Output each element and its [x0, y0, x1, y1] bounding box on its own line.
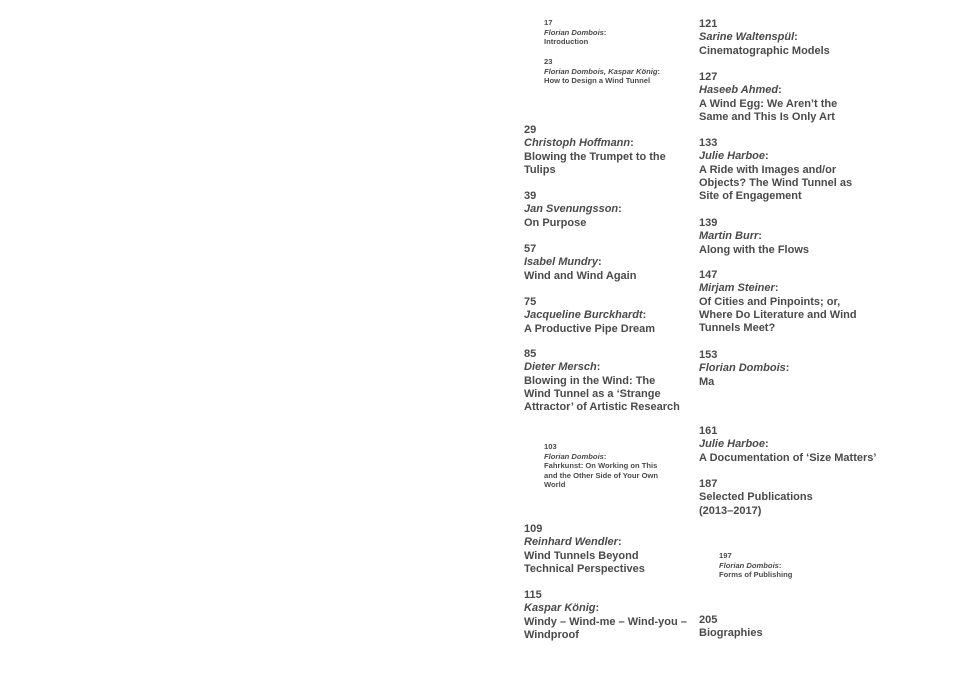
toc-entry: [699, 349, 879, 389]
entry-title: On Purpose: [524, 216, 587, 229]
entry-title: A Ride with Images and/or Objects? The Wind Tunnel as Site of Engagement: [699, 163, 853, 203]
page-number: 139: [699, 217, 718, 229]
entry-author: Jacqueline Burckhardt :: [524, 309, 684, 322]
entry-author: Dieter Mersch :: [524, 361, 684, 374]
entry-title: Windy – Wind-me – Wind-you – Windproof: [524, 615, 687, 641]
page-number: 187: [699, 478, 718, 490]
page-number: 127: [699, 71, 718, 83]
page-number: 133: [699, 137, 718, 149]
entry-title: Selected Publications (2013–2017): [699, 491, 813, 517]
entry-author: Julie Harboe :: [699, 150, 874, 163]
entry-title: Fahrkunst: On Working on This and the Other Side of Your Own World: [544, 461, 659, 490]
entry-title: Blowing the Trumpet to the Tulips: [524, 150, 666, 176]
page-number: 57: [524, 243, 537, 255]
toc-entry: [544, 57, 664, 86]
toc-entry: [699, 269, 874, 335]
page-number: 29: [524, 124, 537, 136]
entry-title: Wind Tunnels Beyond Technical Perspectives: [524, 549, 645, 575]
page-number: 147: [699, 269, 718, 281]
page-number: 161: [699, 425, 718, 437]
toc-entry: [524, 523, 690, 576]
toc-entry: [524, 589, 690, 642]
toc-entry: [524, 348, 684, 414]
entry-title: Blowing in the Wind: The Wind Tunnel as a ‘Strange Attractor’ of Artistic Research: [524, 374, 680, 414]
entry-title: A Productive Pipe Dream: [524, 322, 656, 335]
page-number: 153: [699, 349, 718, 361]
toc-entry: [699, 71, 869, 124]
page-number: 23: [544, 57, 553, 66]
toc-entry: [524, 296, 684, 336]
entry-author: Florian Dombois :: [699, 362, 879, 375]
entry-title: Biographies: [699, 627, 763, 640]
entry-author: Reinhard Wendler :: [524, 536, 690, 549]
entry-author: Julie Harboe :: [699, 438, 879, 451]
page-number: 109: [524, 523, 543, 535]
entry-author: Florian Dombois, Kaspar König :: [544, 67, 664, 77]
entry-author: Christoph Hoffmann :: [524, 137, 674, 150]
page-number: 115: [524, 589, 542, 601]
entry-author: Kaspar König :: [524, 602, 690, 615]
entry-author: Martin Burr :: [699, 230, 879, 243]
entry-author: Jan Svenungsson :: [524, 203, 684, 216]
entry-title: Wind and Wind Again: [524, 269, 637, 282]
toc-entry: [699, 137, 874, 203]
page-number: 205: [699, 614, 718, 626]
entry-title: Of Cities and Pinpoints; or, Where Do Literature and Wind Tunnels Meet?: [699, 295, 857, 335]
toc-entry: [699, 478, 819, 518]
page-number: 75: [524, 296, 537, 308]
entry-title: A Wind Egg: We Aren’t the Same and This Is Only Art: [699, 97, 838, 123]
entry-author: Florian Dombois :: [719, 561, 849, 571]
page-number: 85: [524, 348, 537, 360]
toc-entry: [544, 442, 666, 490]
page-number: 17: [544, 18, 553, 27]
entry-title: Cinematographic Models: [699, 44, 830, 57]
toc-entry: [699, 425, 879, 465]
entry-title: Ma: [699, 375, 715, 388]
entry-author: Florian Dombois :: [544, 28, 664, 38]
toc-entry: [699, 18, 879, 58]
toc-entry: [524, 190, 684, 230]
toc-entry: [544, 18, 664, 47]
page-number: 197: [719, 551, 732, 560]
page-number: 103: [544, 442, 557, 451]
entry-title: Introduction: [544, 37, 589, 47]
entry-author: Florian Dombois :: [544, 452, 666, 462]
entry-author: Haseeb Ahmed :: [699, 84, 869, 97]
toc-entry: [699, 217, 879, 257]
entry-title: Along with the Flows: [699, 243, 809, 256]
entry-title: How to Design a Wind Tunnel: [544, 76, 651, 86]
toc-entry: [719, 551, 849, 580]
entry-title: Forms of Publishing: [719, 570, 793, 580]
toc-entry: [524, 124, 674, 177]
entry-author: Isabel Mundry :: [524, 256, 684, 269]
page-number: 121: [699, 18, 718, 30]
entry-author: Mirjam Steiner :: [699, 282, 874, 295]
toc-entry: [699, 614, 879, 641]
entry-title: A Documentation of ‘Size Matters’: [699, 451, 877, 464]
entry-author: Sarine Waltenspül :: [699, 31, 879, 44]
toc-entry: [524, 243, 684, 283]
page-number: 39: [524, 190, 537, 202]
